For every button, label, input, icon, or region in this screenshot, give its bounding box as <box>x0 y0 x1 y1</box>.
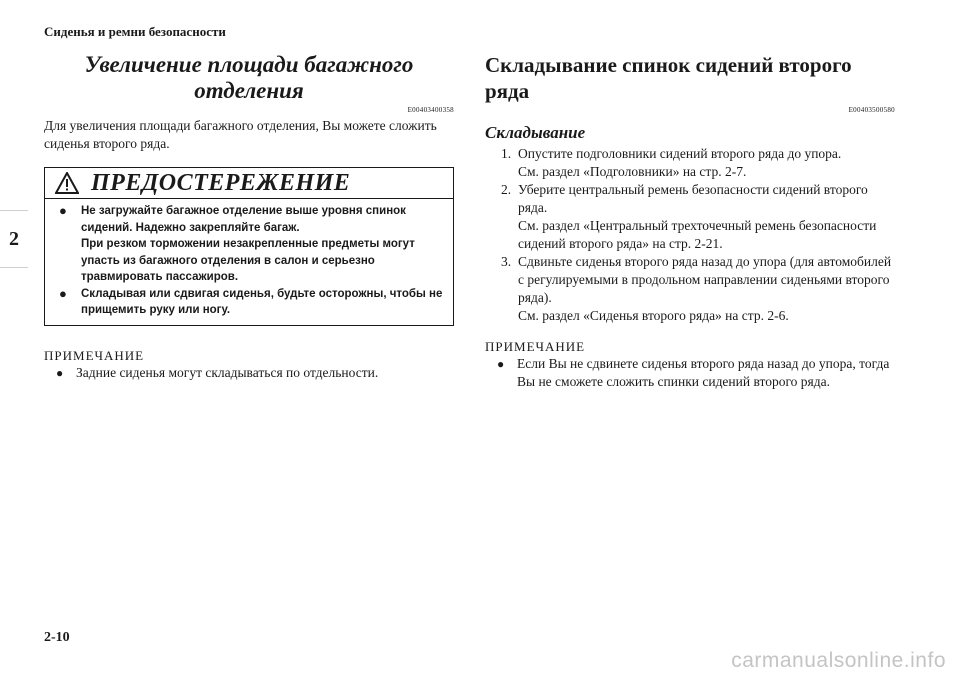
section-code: E00403500580 <box>848 106 895 114</box>
step-reference: См. раздел «Сиденья второго ряда» на стр. 2-6. <box>518 308 789 323</box>
note-item <box>497 355 895 391</box>
left-column <box>44 52 454 382</box>
warning-list <box>45 203 453 319</box>
step-number: 1. <box>501 146 512 161</box>
step-text: Уберите центральный ремень безопасности сидений второго ряда. <box>518 182 868 215</box>
step-number: 3. <box>501 254 512 269</box>
note-label: ПРИМЕЧАНИЕ <box>44 347 145 363</box>
chapter-tab: 2 <box>0 210 28 268</box>
section-title-line-2: отделения <box>194 78 304 103</box>
intro-paragraph: Для увеличения площади багажного отделения, Вы можете сложить сиденья второго ряда. <box>44 118 437 151</box>
page-number: 2-10 <box>44 630 70 645</box>
warning-header <box>45 168 453 199</box>
right-column <box>485 52 895 391</box>
note-text: Если Вы не сдвинете сиденья второго ряда назад до упора, тогда Вы не сможете сложить спинки сидений второго ряда. <box>517 356 890 389</box>
step-item <box>501 253 895 325</box>
warning-box <box>44 167 454 326</box>
note-list <box>44 364 454 382</box>
note-text: Задние сиденья могут складываться по отдельности. <box>76 364 379 380</box>
bullet-icon: ● <box>59 203 67 218</box>
running-header: Сиденья и ремни безопасности <box>44 24 226 39</box>
bullet-icon: ● <box>497 357 505 371</box>
warning-text: Складывая или сдвигая сиденья, будьте осторожны, чтобы не прищемить руку или ногу. <box>81 287 443 316</box>
step-item <box>501 181 895 253</box>
warning-item <box>57 203 445 286</box>
step-number: 2. <box>501 182 512 197</box>
step-text: Сдвиньте сиденья второго ряда назад до упора (для автомобилей с регулируемыми в продольном направлении сиденьями второго ряда). <box>518 254 892 305</box>
step-reference: См. раздел «Подголовники» на стр. 2-7. <box>518 164 747 179</box>
section-title-cargo <box>44 52 454 104</box>
note-list <box>485 355 895 391</box>
section-code: E00403400358 <box>407 106 454 114</box>
watermark: carmanualsonline.info <box>731 649 946 672</box>
note-item <box>56 364 454 382</box>
section-title-line-1: Увеличение площади багажного <box>84 52 414 77</box>
note-label: ПРИМЕЧАНИЕ <box>485 339 586 354</box>
step-item <box>501 145 895 181</box>
warning-item <box>57 286 445 319</box>
step-text: Опустите подголовники сидений второго ряда до упора. <box>518 146 842 161</box>
subsection-title: Складывание <box>485 123 586 142</box>
warning-text: При резком торможении незакрепленные предметы могут упасть из багажного отделения в салон и серьезно травмировать пассажиров. <box>81 238 415 283</box>
warning-title: ПРЕДОСТЕРЕЖЕНИЕ <box>91 169 351 196</box>
warning-triangle-icon <box>55 172 79 194</box>
warning-text: Не загружайте багажное отделение выше уровня спинок сидений. Надежно закрепляйте багаж. <box>81 205 406 234</box>
bullet-icon: ● <box>59 285 67 301</box>
step-reference: См. раздел «Центральный трехточечный ремень безопасности сидений второго ряда» на стр. 2-21. <box>518 218 877 251</box>
bullet-icon: ● <box>56 365 64 380</box>
steps-list <box>485 145 895 325</box>
section-title-folding: Складывание спинок сидений второго ряда <box>485 53 852 103</box>
